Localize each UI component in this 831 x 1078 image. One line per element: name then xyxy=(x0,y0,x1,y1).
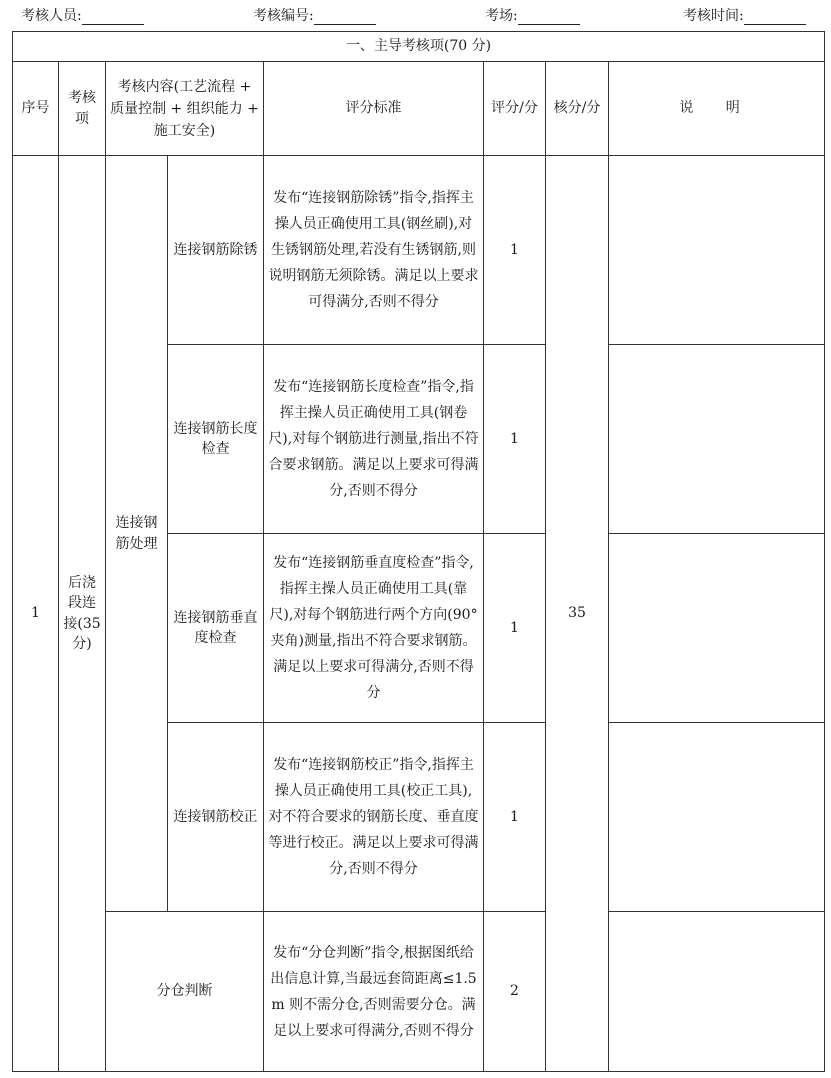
sub-item-score: 1 xyxy=(484,723,546,912)
venue-blank xyxy=(518,10,580,25)
row-subtotal: 35 xyxy=(546,156,609,1072)
col-score: 评分/分 xyxy=(484,62,546,156)
time-blank xyxy=(744,10,806,25)
sub-item-score: 1 xyxy=(484,534,546,723)
venue-label: 考场: xyxy=(485,8,518,24)
sub-item-criteria: 发布“连接钢筋长度检查”指令,指挥主操人员正确使用工具(钢卷尺),对每个钢筋进行测量,指出不符合要求钢筋。满足以上要求可得满分,否则不得分 xyxy=(264,345,484,534)
table-row xyxy=(13,912,825,1072)
note-cell xyxy=(609,345,825,534)
sub-item-name: 连接钢筋校正 xyxy=(168,723,264,912)
table-row xyxy=(13,156,825,345)
section-title-row xyxy=(13,32,825,62)
exam-header xyxy=(0,0,831,28)
col-item: 考核项 xyxy=(59,62,106,156)
examiner-field xyxy=(21,5,144,25)
sub-item-score: 1 xyxy=(484,345,546,534)
venue-field xyxy=(485,5,580,25)
sub-item-name: 连接钢筋垂直度检查 xyxy=(168,534,264,723)
col-note: 说 明 xyxy=(609,62,825,156)
exam-no-blank xyxy=(314,10,376,25)
last-item-criteria: 发布“分仓判断”指令,根据图纸给出信息计算,当最远套筒距离≤1.5 m 则不需分仓,否则需要分仓。满足以上要求可得满分,否则不得分 xyxy=(264,912,484,1072)
sub-item-score: 1 xyxy=(484,156,546,345)
exam-no-field xyxy=(253,5,376,25)
col-content: 考核内容(工艺流程 + 质量控制 + 组织能力 + 施工安全) xyxy=(106,62,264,156)
row-seq: 1 xyxy=(13,156,59,1072)
note-cell xyxy=(609,156,825,345)
row-group: 连接钢筋处理 xyxy=(106,156,168,912)
last-item-score: 2 xyxy=(484,912,546,1072)
sub-item-name: 连接钢筋除锈 xyxy=(168,156,264,345)
time-field xyxy=(683,5,806,25)
col-criteria: 评分标准 xyxy=(264,62,484,156)
exam-no-label: 考核编号: xyxy=(253,8,314,24)
column-header-row xyxy=(13,62,825,156)
col-subtotal: 核分/分 xyxy=(546,62,609,156)
last-item-name: 分仓判断 xyxy=(106,912,264,1072)
section-title: 一、主导考核项(70 分) xyxy=(13,32,825,62)
examiner-label: 考核人员: xyxy=(21,8,82,24)
sub-item-criteria: 发布“连接钢筋垂直度检查”指令,指挥主操人员正确使用工具(靠尺),对每个钢筋进行两个方向(90°夹角)测量,指出不符合要求钢筋。满足以上要求可得满分,否则不得分 xyxy=(264,534,484,723)
note-cell xyxy=(609,723,825,912)
time-label: 考核时间: xyxy=(683,8,744,24)
note-cell xyxy=(609,912,825,1072)
sub-item-criteria: 发布“连接钢筋除锈”指令,指挥主操人员正确使用工具(钢丝刷),对生锈钢筋处理,若没有生锈钢筋,则说明钢筋无须除锈。满足以上要求可得满分,否则不得分 xyxy=(264,156,484,345)
examiner-blank xyxy=(82,10,144,25)
note-cell xyxy=(609,534,825,723)
row-item: 后浇段连接(35分) xyxy=(59,156,106,1072)
sub-item-criteria: 发布“连接钢筋校正”指令,指挥主操人员正确使用工具(校正工具),对不符合要求的钢筋长度、垂直度等进行校正。满足以上要求可得满分,否则不得分 xyxy=(264,723,484,912)
sub-item-name: 连接钢筋长度检查 xyxy=(168,345,264,534)
col-seq: 序号 xyxy=(13,62,59,156)
assessment-table xyxy=(12,31,825,1072)
